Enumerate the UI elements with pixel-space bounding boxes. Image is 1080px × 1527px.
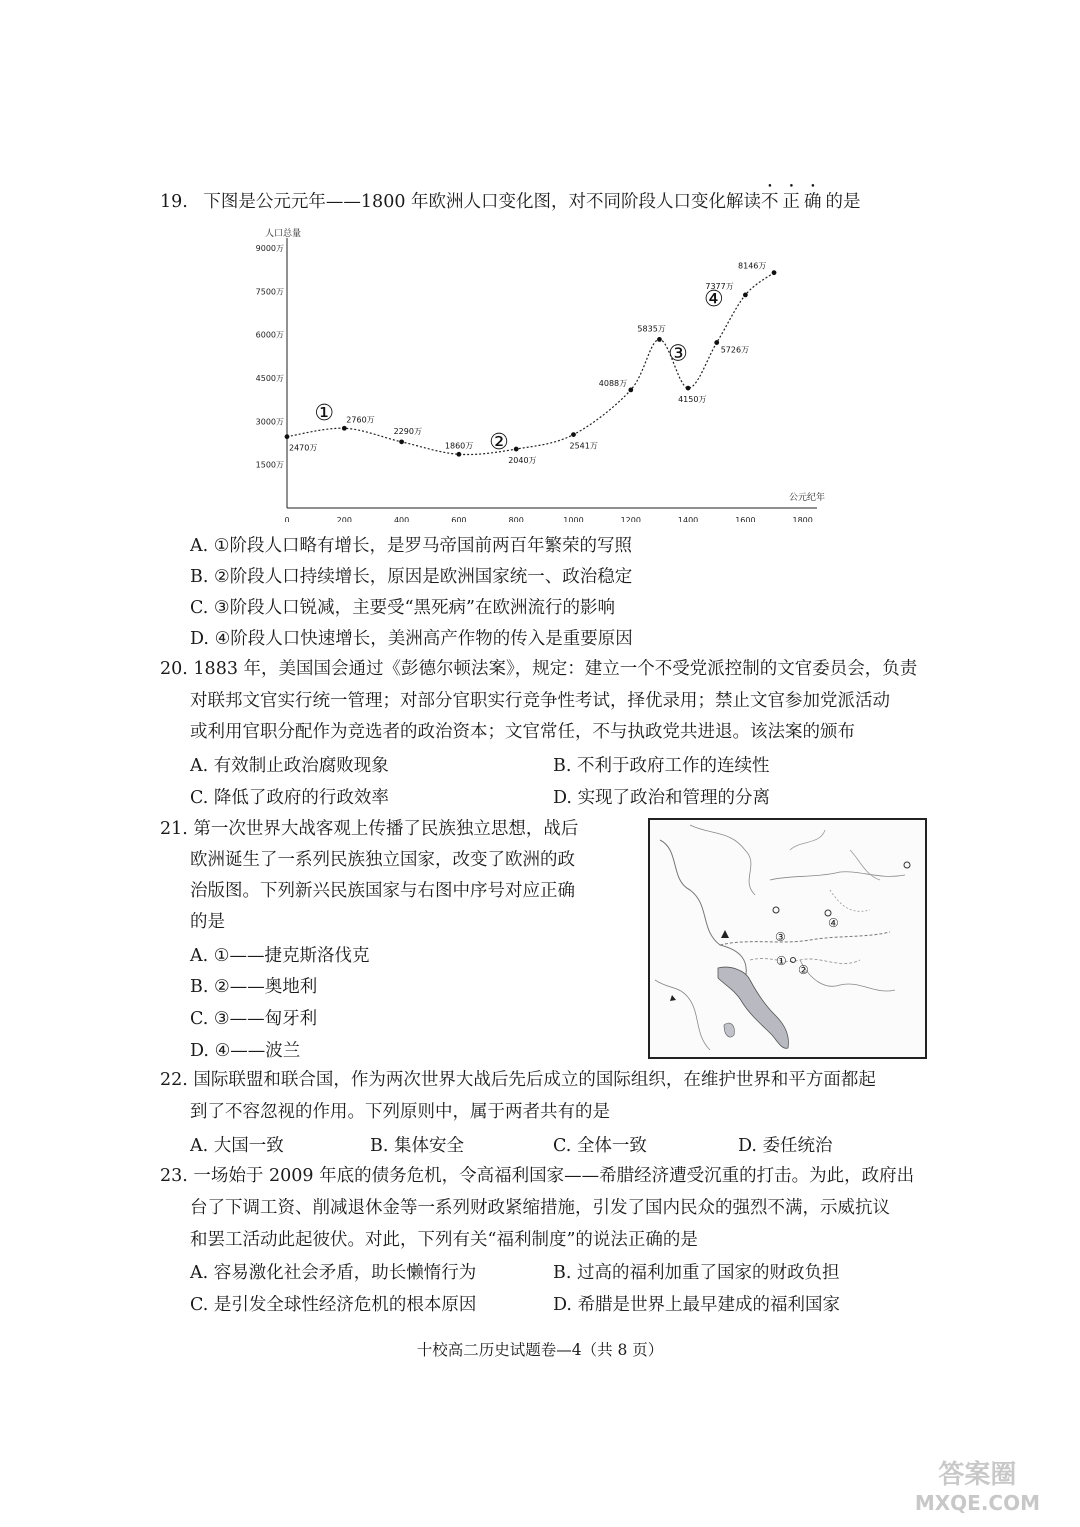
watermark-logo — [915, 1461, 1040, 1517]
data-point — [399, 439, 404, 444]
q21-option-a[interactable] — [190, 942, 369, 967]
x-tick-label: 0 — [284, 516, 290, 522]
q22-option-b-text: 集体安全 — [394, 1136, 465, 1156]
data-point — [657, 337, 662, 342]
q21-option-d-text: ④——波兰 — [214, 1041, 301, 1061]
map-label-2: ② — [798, 963, 809, 977]
q19-option-b-text: ②阶段人口持续增长，原因是欧洲国家统一、政治稳定 — [214, 567, 633, 587]
q21-option-b-text: ②——奥地利 — [214, 977, 318, 997]
q20-option-c[interactable] — [190, 784, 389, 809]
q22-line-1 — [160, 1068, 876, 1092]
data-label: 1860万 — [444, 441, 474, 451]
q20-option-d-key: D. — [553, 788, 572, 808]
q22-option-c-text: 全体一致 — [576, 1136, 647, 1156]
q22-option-d[interactable] — [738, 1132, 833, 1157]
europe-map-drawing — [650, 820, 925, 1057]
data-label: 4088万 — [598, 378, 628, 388]
q20-option-b-key: B. — [553, 756, 572, 776]
q23-option-d[interactable] — [553, 1291, 840, 1316]
x-tick-label: 800 — [508, 516, 524, 522]
q21-line-1 — [160, 817, 578, 841]
q19-stem-end: 的是 — [825, 192, 861, 212]
q19-number: 19. — [160, 192, 188, 212]
q21-line-4: 的是 — [190, 912, 225, 932]
q20-option-c-text: 降低了政府的行政效率 — [213, 788, 389, 808]
q21-option-d-key: D. — [190, 1041, 209, 1061]
q19-option-b-key: B. — [190, 567, 209, 587]
q23-line-2: 台了下调工资、削减退休金等一系列财政紧缩措施，引发了国内民众的强烈不满，示威抗议 — [190, 1198, 890, 1218]
map-label-3: ③ — [775, 930, 786, 944]
q21-line-3: 治版图。下列新兴民族国家与右图中序号对应正确 — [190, 881, 575, 901]
q19-option-d-key: D. — [190, 629, 209, 649]
x-tick-label: 1000 — [563, 516, 584, 522]
x-tick-label: 1600 — [735, 516, 756, 522]
q20-number: 20. — [160, 659, 188, 679]
q19-option-b[interactable] — [190, 563, 632, 588]
q23-line-3: 和罢工活动此起彼伏。对此，下列有关“福利制度”的说法正确的是 — [190, 1230, 698, 1250]
stage-marker: ① — [314, 400, 335, 426]
q22-line-2: 到了不容忽视的作用。下列原则中，属于两者共有的是 — [190, 1102, 610, 1122]
q22-option-a-text: 大国一致 — [213, 1136, 284, 1156]
q19-option-a-key: A. — [190, 536, 209, 556]
x-tick-label: 1800 — [792, 516, 813, 522]
data-point — [714, 340, 719, 345]
q21-option-c-key: C. — [190, 1009, 209, 1029]
data-point — [743, 292, 748, 297]
map-label-4: ④ — [828, 916, 839, 930]
q20-option-b-text: 不利于政府工作的连续性 — [577, 756, 770, 776]
q23-option-c-key: C. — [190, 1295, 209, 1315]
q23-text-1: 一场始于 2009 年底的债务危机，令高福利国家——希腊经济遭受沉重的打击。为此，政府出 — [193, 1166, 915, 1186]
data-label: 4150万 — [678, 395, 707, 405]
q19-stem — [160, 182, 861, 214]
page-footer: 十校高二历史试题卷—4（共 8 页） — [416, 1341, 664, 1359]
data-point — [686, 386, 691, 391]
data-label: 2290万 — [393, 426, 422, 436]
q22-option-d-text: 委任统治 — [762, 1136, 833, 1156]
x-tick-label: 400 — [393, 516, 410, 522]
q21-option-d[interactable] — [190, 1037, 300, 1062]
q19-option-d-text: ④阶段人口快速增长，美洲高产作物的传入是重要原因 — [214, 629, 633, 649]
data-point — [628, 388, 633, 393]
q19-option-d[interactable] — [190, 625, 633, 650]
data-label: 2760万 — [346, 415, 375, 425]
data-label: 2040万 — [508, 456, 537, 466]
q22-option-b-key: B. — [370, 1136, 389, 1156]
q22-number: 22. — [160, 1070, 188, 1090]
q23-option-b-text: 过高的福利加重了国家的财政负担 — [577, 1263, 840, 1283]
q21-option-a-text: ①——捷克斯洛伐克 — [213, 946, 370, 966]
q20-option-d-text: 实现了政治和管理的分离 — [577, 788, 771, 808]
data-label: 2541万 — [569, 441, 598, 451]
y-tick-label: 6000万 — [255, 330, 284, 340]
q20-option-a[interactable] — [190, 752, 389, 777]
population-chart — [255, 222, 830, 522]
q23-option-b[interactable] — [553, 1259, 840, 1284]
x-tick-label: 200 — [336, 516, 352, 522]
q19-option-a-text: ①阶段人口略有增长，是罗马帝国前两百年繁荣的写照 — [213, 536, 632, 556]
q19-option-c[interactable] — [190, 594, 615, 619]
x-tick-label: 1200 — [620, 516, 641, 522]
data-point — [514, 447, 519, 452]
q21-option-c-text: ③——匈牙利 — [213, 1009, 318, 1029]
stage-marker: ④ — [703, 286, 724, 312]
q23-option-b-key: B. — [553, 1263, 572, 1283]
x-tick-label: 600 — [451, 516, 467, 522]
y-tick-label: 9000万 — [255, 244, 284, 253]
q21-line-2: 欧洲诞生了一系列民族独立国家，改变了欧洲的政 — [190, 850, 575, 870]
stage-marker: ③ — [668, 341, 688, 367]
q22-option-b[interactable] — [370, 1132, 464, 1157]
y-tick-label: 7500万 — [255, 287, 284, 297]
watermark-line-2: MXQE.COM — [914, 1491, 1040, 1515]
q23-option-c[interactable] — [190, 1291, 476, 1316]
q20-option-d[interactable] — [553, 784, 770, 809]
q20-line-1 — [160, 657, 917, 681]
data-point — [342, 426, 347, 431]
population-series-line — [287, 273, 774, 455]
q20-option-a-key: A. — [190, 756, 209, 776]
chart-layer — [256, 227, 825, 522]
q20-line-3: 或利用官职分配作为竞选者的政治资本；文官常任，不与执政党共进退。该法案的颁布 — [190, 722, 855, 742]
q20-option-a-text: 有效制止政治腐败现象 — [213, 756, 389, 776]
q20-text-1: 1883 年，美国国会通过《彭德尔顿法案》，规定：建立一个不受党派控制的文官委员会，负责 — [193, 659, 918, 679]
q19-option-c-key: C. — [190, 598, 209, 618]
y-tick-label: 3000万 — [255, 417, 284, 427]
q22-option-d-key: D. — [738, 1136, 757, 1156]
q21-option-a-key: A. — [190, 946, 209, 966]
q21-option-c[interactable] — [190, 1005, 317, 1030]
q19-option-a[interactable] — [190, 532, 632, 557]
data-point — [571, 432, 576, 437]
y-tick-label: 1500万 — [255, 460, 284, 470]
stage-marker: ② — [489, 429, 509, 455]
q22-option-a[interactable] — [190, 1132, 284, 1157]
data-label: 5835万 — [637, 324, 666, 334]
q20-option-b[interactable] — [553, 752, 770, 777]
data-label: 7377万 — [705, 281, 734, 291]
q19-stem-emphasis: 不正确 — [761, 192, 826, 212]
q21-number: 21. — [160, 819, 188, 839]
q19-stem-text: 下图是公元元年——1800 年欧洲人口变化图，对不同阶段人口变化解读 — [203, 192, 762, 212]
q23-number: 23. — [160, 1166, 188, 1186]
data-label: 5726万 — [720, 345, 750, 355]
q22-option-c[interactable] — [553, 1132, 647, 1157]
q20-option-c-key: C. — [190, 788, 209, 808]
x-tick-label: 1400 — [677, 516, 699, 522]
q21-option-b-key: B. — [190, 977, 209, 997]
data-point — [456, 452, 461, 457]
q23-line-1 — [160, 1164, 914, 1188]
q23-option-a-key: A. — [190, 1263, 209, 1283]
data-label: 2470万 — [289, 443, 318, 453]
q21-text-1: 第一次世界大战客观上传播了民族独立思想，战后 — [193, 819, 579, 839]
q22-text-1: 国际联盟和联合国，作为两次世界大战后先后成立的国际组织，在维护世界和平方面都起 — [193, 1070, 876, 1090]
watermark-line-1: 答案圈 — [938, 1460, 1017, 1490]
q22-option-a-key: A. — [190, 1136, 209, 1156]
q21-option-b[interactable] — [190, 973, 317, 998]
data-label: 8146万 — [738, 261, 767, 271]
q23-option-a[interactable] — [190, 1259, 476, 1284]
q23-option-a-text: 容易激化社会矛盾，助长懒惰行为 — [213, 1263, 477, 1283]
x-axis-title: 公元纪年 — [789, 493, 826, 503]
q19-option-c-text: ③阶段人口锐减，主要受“黑死病”在欧洲流行的影响 — [213, 598, 616, 618]
q22-option-c-key: C. — [553, 1136, 572, 1156]
data-point — [772, 270, 777, 275]
q23-option-c-text: 是引发全球性经济危机的根本原因 — [213, 1295, 477, 1315]
europe-map — [648, 818, 927, 1059]
q23-option-d-key: D. — [553, 1295, 572, 1315]
q20-line-2: 对联邦文官实行统一管理；对部分官职实行竞争性考试，择优录用；禁止文官参加党派活动 — [190, 691, 890, 711]
y-axis-title: 人口总量 — [265, 229, 302, 239]
y-tick-label: 4500万 — [255, 374, 284, 383]
data-point — [285, 434, 290, 439]
map-label-1: ① — [776, 954, 787, 968]
q23-option-d-text: 希腊是世界上最早建成的福利国家 — [577, 1295, 841, 1315]
